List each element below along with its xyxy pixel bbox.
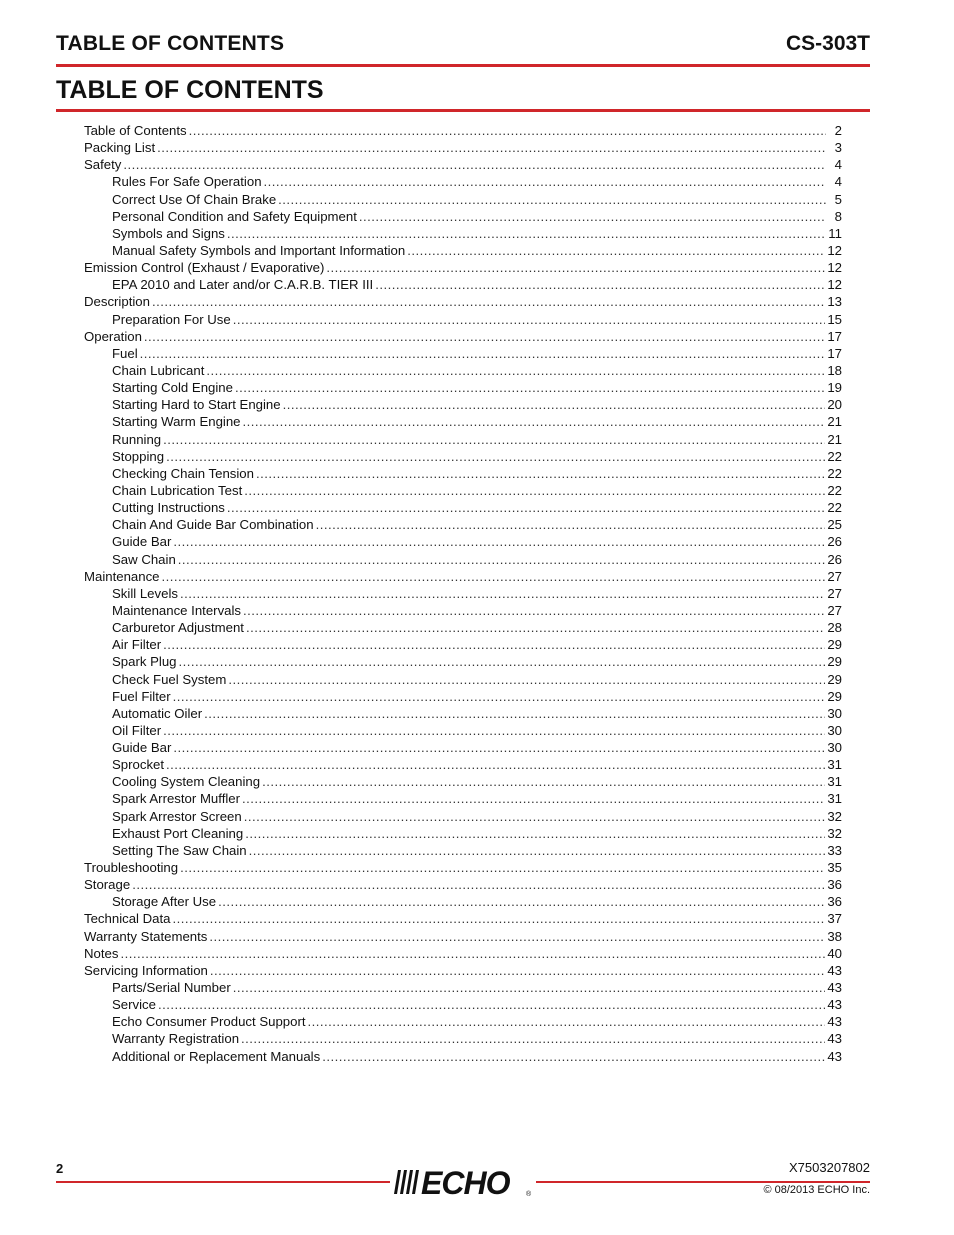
toc-entry-page: 11 (828, 225, 842, 241)
toc-entry-page: 22 (827, 448, 842, 464)
toc-leader-dots (283, 396, 826, 413)
toc-entry[interactable] (84, 225, 842, 242)
toc-leader-dots (245, 825, 825, 842)
page-title: TABLE OF CONTENTS (56, 76, 324, 104)
toc-leader-dots (326, 259, 825, 276)
toc-entry-label: Starting Hard to Start Engine (112, 397, 281, 413)
toc-entry[interactable] (84, 636, 842, 653)
toc-entry-label: Checking Chain Tension (112, 465, 254, 481)
header-model: CS-303T (785, 32, 870, 55)
toc-entry-label: Troubleshooting (84, 860, 179, 876)
toc-leader-dots (123, 156, 826, 173)
toc-entry-page: 26 (827, 534, 842, 550)
toc-entry-page: 29 (827, 637, 842, 653)
toc-entry[interactable] (84, 808, 842, 825)
toc-entry[interactable] (84, 465, 842, 482)
toc-entry[interactable] (84, 482, 842, 499)
toc-entry-page: 32 (827, 808, 842, 824)
toc-entry-label: Fuel (112, 345, 138, 361)
toc-entry[interactable] (84, 208, 842, 225)
toc-leader-dots (243, 602, 825, 619)
toc-entry[interactable] (84, 173, 842, 190)
toc-entry[interactable] (84, 893, 842, 910)
toc-entry-page: 18 (827, 362, 842, 378)
toc-entry-label: Storage After Use (112, 894, 217, 910)
page-header (56, 32, 870, 66)
toc-entry-label: Symbols and Signs (112, 225, 225, 241)
toc-leader-dots (166, 448, 825, 465)
toc-entry-label: Operation (84, 328, 142, 344)
toc-leader-dots (218, 893, 825, 910)
toc-entry-page: 32 (827, 825, 842, 841)
toc-entry-label: Cutting Instructions (112, 500, 225, 516)
toc-entry-page: 5 (834, 191, 842, 207)
toc-entry-page: 25 (827, 517, 842, 533)
toc-entry-page: 4 (834, 157, 842, 173)
toc-entry-label: Exhaust Port Cleaning (112, 825, 244, 841)
toc-entry[interactable] (84, 431, 842, 448)
toc-leader-dots (244, 482, 825, 499)
toc-entry[interactable] (84, 345, 842, 362)
title-divider (56, 109, 870, 112)
toc-entry-label: Additional or Replacement Manuals (112, 1048, 321, 1064)
toc-leader-dots (227, 499, 825, 516)
toc-entry-page: 8 (834, 208, 842, 224)
toc-entry-page: 3 (834, 140, 842, 156)
toc-entry-label: Maintenance (84, 568, 160, 584)
toc-leader-dots (233, 979, 826, 996)
toc-entry-label: Check Fuel System (112, 671, 227, 687)
toc-leader-dots (132, 876, 825, 893)
toc-list (84, 122, 842, 1065)
toc-entry-page: 29 (827, 671, 842, 687)
toc-entry-label: Notes (84, 945, 119, 961)
toc-entry-label: Air Filter (112, 637, 162, 653)
toc-leader-dots (256, 465, 825, 482)
header-section-title: TABLE OF CONTENTS (56, 32, 285, 55)
toc-leader-dots (249, 842, 826, 859)
toc-entry[interactable] (84, 602, 842, 619)
toc-entry[interactable] (84, 790, 842, 807)
toc-leader-dots (180, 859, 825, 876)
toc-entry-label: Fuel Filter (112, 688, 171, 704)
toc-entry-label: Technical Data (84, 911, 171, 927)
toc-entry-label: Starting Warm Engine (112, 414, 241, 430)
toc-leader-dots (163, 722, 825, 739)
toc-leader-dots (173, 533, 825, 550)
toc-entry-label: Running (112, 431, 162, 447)
toc-leader-dots (173, 910, 826, 927)
toc-entry[interactable] (84, 139, 842, 156)
toc-entry[interactable] (84, 979, 842, 996)
toc-leader-dots (308, 1013, 826, 1030)
toc-entry-page: 22 (827, 482, 842, 498)
toc-entry-label: Spark Plug (112, 654, 177, 670)
toc-entry-label: Servicing Information (84, 962, 208, 978)
toc-entry-page: 12 (827, 242, 842, 258)
toc-entry-label: Stopping (112, 448, 165, 464)
toc-entry-page: 28 (827, 620, 842, 636)
toc-entry[interactable] (84, 242, 842, 259)
toc-entry[interactable] (84, 191, 842, 208)
toc-leader-dots (228, 671, 825, 688)
toc-leader-dots (210, 962, 825, 979)
toc-entry[interactable] (84, 739, 842, 756)
toc-entry-label: Guide Bar (112, 534, 172, 550)
toc-entry-page: 38 (827, 928, 842, 944)
toc-entry-label: Maintenance Intervals (112, 602, 242, 618)
toc-entry-page: 17 (827, 328, 842, 344)
toc-entry[interactable] (84, 825, 842, 842)
toc-entry-page: 31 (827, 791, 842, 807)
toc-entry-page: 27 (827, 602, 842, 618)
toc-entry-label: Sprocket (112, 757, 165, 773)
toc-entry-page: 30 (827, 722, 842, 738)
toc-entry[interactable] (84, 379, 842, 396)
toc-entry-label: Starting Cold Engine (112, 380, 233, 396)
toc-entry-page: 22 (827, 465, 842, 481)
toc-entry-label: Rules For Safe Operation (112, 174, 262, 190)
toc-entry[interactable] (84, 585, 842, 602)
toc-entry-page: 15 (827, 311, 842, 327)
toc-entry-page: 40 (827, 945, 842, 961)
toc-entry-label: Spark Arrestor Screen (112, 808, 242, 824)
toc-leader-dots (359, 208, 826, 225)
toc-entry[interactable] (84, 413, 842, 430)
toc-entry-page: 35 (827, 860, 842, 876)
toc-entry[interactable] (84, 773, 842, 790)
toc-entry[interactable] (84, 362, 842, 379)
toc-leader-dots (244, 808, 826, 825)
toc-entry[interactable] (84, 1048, 842, 1065)
toc-entry-label: Warranty Statements (84, 928, 208, 944)
footer-page-number: 2 (56, 1161, 64, 1176)
toc-entry[interactable] (84, 722, 842, 739)
toc-entry[interactable] (84, 311, 842, 328)
toc-entry-label: Safety (84, 157, 122, 173)
toc-entry[interactable] (84, 533, 842, 550)
toc-leader-dots (242, 790, 825, 807)
toc-entry-page: 19 (827, 380, 842, 396)
logo-registered-mark: ® (526, 1191, 532, 1198)
toc-leader-dots (189, 122, 826, 139)
toc-entry[interactable] (84, 276, 842, 293)
toc-entry-label: Guide Bar (112, 740, 172, 756)
toc-entry-page: 26 (827, 551, 842, 567)
toc-entry[interactable] (84, 671, 842, 688)
toc-entry-page: 43 (827, 1031, 842, 1047)
toc-leader-dots (178, 551, 826, 568)
toc-entry-page: 20 (827, 397, 842, 413)
toc-entry[interactable] (84, 448, 842, 465)
toc-leader-dots (144, 328, 825, 345)
toc-leader-dots (278, 191, 826, 208)
toc-leader-dots (163, 431, 825, 448)
toc-entry-page: 13 (827, 294, 842, 310)
toc-leader-dots (209, 928, 825, 945)
toc-leader-dots (407, 242, 825, 259)
toc-leader-dots (246, 619, 825, 636)
toc-entry[interactable] (84, 876, 842, 893)
toc-entry[interactable] (84, 328, 842, 345)
toc-entry-page: 43 (827, 1048, 842, 1064)
toc-entry-page: 12 (827, 277, 842, 293)
toc-entry[interactable] (84, 653, 842, 670)
toc-entry-page: 21 (827, 431, 842, 447)
toc-entry[interactable] (84, 705, 842, 722)
toc-entry-label: Packing List (84, 140, 156, 156)
toc-leader-dots (152, 293, 825, 310)
toc-entry-page: 37 (827, 911, 842, 927)
toc-entry-page: 17 (827, 345, 842, 361)
toc-leader-dots (241, 1030, 825, 1047)
toc-leader-dots (120, 945, 825, 962)
toc-entry[interactable] (84, 619, 842, 636)
toc-entry[interactable] (84, 756, 842, 773)
toc-leader-dots (157, 139, 826, 156)
toc-leader-dots (235, 379, 825, 396)
toc-entry[interactable] (84, 859, 842, 876)
toc-entry[interactable] (84, 293, 842, 310)
toc-entry-page: 43 (827, 962, 842, 978)
toc-entry-page: 31 (827, 757, 842, 773)
toc-entry-page: 43 (827, 980, 842, 996)
toc-entry[interactable] (84, 396, 842, 413)
toc-entry-label: Skill Levels (112, 585, 178, 601)
toc-leader-dots (206, 362, 825, 379)
toc-entry[interactable] (84, 122, 842, 139)
toc-leader-dots (243, 413, 826, 430)
toc-entry-page: 29 (827, 654, 842, 670)
toc-entry-label: Chain Lubrication Test (112, 482, 243, 498)
toc-leader-dots (316, 516, 826, 533)
footer-divider-left (56, 1181, 390, 1183)
toc-entry-label: Preparation For Use (112, 311, 231, 327)
toc-entry-label: Automatic Oiler (112, 705, 203, 721)
toc-entry-page: 29 (827, 688, 842, 704)
toc-entry-label: Storage (84, 877, 131, 893)
toc-leader-dots (180, 585, 825, 602)
toc-entry[interactable] (84, 842, 842, 859)
toc-entry-label: Oil Filter (112, 722, 162, 738)
toc-entry-page: 27 (827, 585, 842, 601)
toc-entry-label: Spark Arrestor Muffler (112, 791, 241, 807)
toc-leader-dots (264, 173, 826, 190)
toc-leader-dots (163, 636, 825, 653)
toc-entry[interactable] (84, 996, 842, 1013)
toc-entry-page: 31 (827, 774, 842, 790)
toc-leader-dots (204, 705, 825, 722)
toc-entry-label: EPA 2010 and Later and/or C.A.R.B. TIER III (112, 277, 374, 293)
toc-leader-dots (375, 276, 825, 293)
toc-entry-label: Setting The Saw Chain (112, 842, 247, 858)
toc-entry-label: Table of Contents (84, 123, 187, 138)
toc-entry[interactable] (84, 499, 842, 516)
toc-entry[interactable] (84, 259, 842, 276)
toc-entry-label: Saw Chain (112, 551, 176, 567)
toc-leader-dots (158, 996, 825, 1013)
toc-entry-page: 36 (827, 877, 842, 893)
toc-leader-dots (166, 756, 825, 773)
footer-copyright: © 08/2013 ECHO Inc. (763, 1184, 870, 1196)
toc-entry[interactable] (84, 910, 842, 927)
toc-leader-dots (227, 225, 826, 242)
toc-entry[interactable] (84, 688, 842, 705)
toc-leader-dots (173, 688, 826, 705)
toc-entry-label: Warranty Registration (112, 1031, 240, 1047)
toc-entry[interactable] (84, 1030, 842, 1047)
toc-entry-page: 43 (827, 997, 842, 1013)
footer-divider-right (536, 1181, 870, 1183)
toc-entry-page: 21 (827, 414, 842, 430)
toc-entry[interactable] (84, 962, 842, 979)
toc-entry-page: 36 (827, 894, 842, 910)
toc-entry-label: Cooling System Cleaning (112, 774, 261, 790)
toc-leader-dots (173, 739, 825, 756)
toc-entry[interactable] (84, 551, 842, 568)
toc-entry-page: 22 (827, 500, 842, 516)
toc-leader-dots (140, 345, 826, 362)
toc-entry-label: Personal Condition and Safety Equipment (112, 208, 357, 224)
toc-entry-label: Manual Safety Symbols and Important Information (112, 242, 406, 258)
toc-entry-label: Carburetor Adjustment (112, 620, 244, 636)
toc-entry-label: Service (112, 997, 156, 1013)
toc-entry-label: Parts/Serial Number (112, 980, 231, 996)
toc-entry[interactable] (84, 1013, 842, 1030)
toc-entry-label: Echo Consumer Product Support (112, 1014, 306, 1030)
logo-text: ECHO (421, 1166, 510, 1198)
toc-leader-dots (162, 568, 826, 585)
footer-doc-number: X7503207802 (789, 1160, 870, 1175)
toc-entry-page: 27 (827, 568, 842, 584)
header-divider (56, 64, 870, 67)
toc-leader-dots (179, 653, 826, 670)
toc-entry[interactable] (84, 945, 842, 962)
toc-entry-label: Chain Lubricant (112, 362, 205, 378)
toc-entry-label: Chain And Guide Bar Combination (112, 517, 314, 533)
toc-entry-page: 43 (827, 1014, 842, 1030)
toc-entry[interactable] (84, 156, 842, 173)
echo-logo (392, 1166, 534, 1198)
toc-entry[interactable] (84, 568, 842, 585)
toc-entry-page: 30 (827, 740, 842, 756)
toc-leader-dots (322, 1048, 825, 1065)
toc-entry-page: 30 (827, 705, 842, 721)
toc-entry-label: Emission Control (Exhaust / Evaporative) (84, 260, 325, 276)
toc-entry-page: 4 (834, 174, 842, 190)
toc-entry-page: 2 (834, 123, 842, 138)
toc-entry[interactable] (84, 928, 842, 945)
toc-leader-dots (262, 773, 825, 790)
toc-entry-label: Description (84, 294, 150, 310)
toc-entry-label: Correct Use Of Chain Brake (112, 191, 277, 207)
toc-entry[interactable] (84, 516, 842, 533)
toc-leader-dots (233, 311, 826, 328)
toc-entry-page: 12 (827, 260, 842, 276)
toc-entry-page: 33 (827, 842, 842, 858)
